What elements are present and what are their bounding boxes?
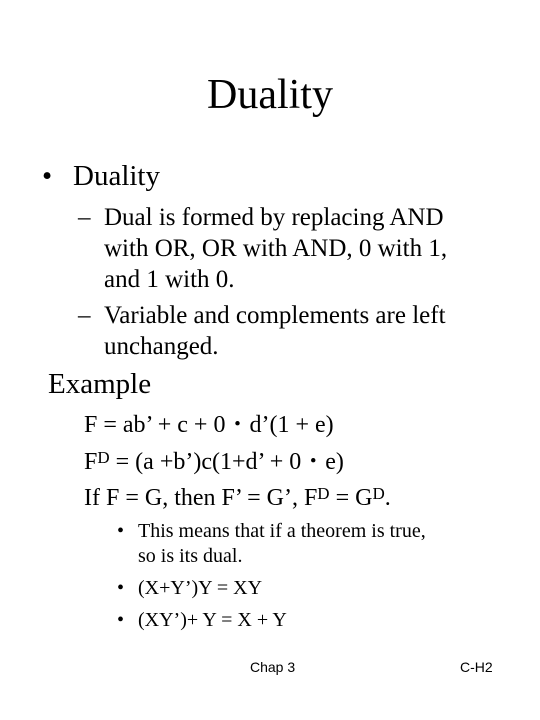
formula-3-superscript-1: D — [317, 484, 330, 503]
slide-title: Duality — [207, 72, 333, 118]
sub-bullet-1-line-2: so is its dual. — [138, 545, 243, 567]
bullet-glyph: • — [117, 520, 125, 542]
dash-item-1 — [78, 202, 444, 233]
formula-2-rest: = (a +b’)c(1+d’ + 0・e) — [109, 449, 344, 475]
sub-bullet-2 — [117, 576, 262, 601]
dash-glyph: – — [78, 204, 91, 231]
formula-2-superscript: D — [97, 448, 110, 467]
sub-bullet-3-text: (XY’)+ Y = X + Y — [138, 609, 287, 631]
sub-bullet-3 — [117, 608, 287, 633]
formula-3-part-1: If F = G, then F’ = G’, F — [84, 485, 318, 511]
dash-item-1-line-2: with OR, OR with AND, 0 with 1, — [104, 235, 448, 262]
formula-3 — [84, 483, 391, 513]
bullet-glyph: • — [117, 609, 125, 631]
dash-item-2 — [78, 300, 446, 331]
dash-item-1-line-1: Dual is formed by replacing AND — [104, 204, 444, 231]
dash-item-1-line-3: and 1 with 0. — [104, 266, 235, 293]
bullet-glyph: • — [117, 577, 125, 599]
sub-bullet-2-text: (X+Y’)Y = XY — [138, 577, 263, 599]
formula-3-part-3: . — [384, 485, 391, 511]
example-heading: Example — [48, 368, 152, 400]
formula-2 — [84, 447, 344, 477]
formula-2-prefix: F — [84, 449, 98, 475]
main-bullet-text: Duality — [73, 160, 160, 192]
sub-bullet-1 — [117, 519, 426, 544]
formula-3-part-2: = G — [329, 485, 373, 511]
dash-item-2-line-2: unchanged. — [104, 333, 219, 360]
dash-item-2-line-1: Variable and complements are left — [104, 302, 446, 329]
main-bullet — [42, 158, 160, 194]
dash-glyph: – — [78, 302, 91, 329]
footer-chapter: Chap 3 — [250, 659, 296, 675]
sub-bullet-1-line-1: This means that if a theorem is true, — [138, 520, 426, 542]
bullet-glyph: • — [42, 160, 53, 192]
formula-3-superscript-2: D — [372, 484, 385, 503]
formula-1: F = ab’ + c + 0・d’(1 + e) — [84, 412, 334, 438]
footer-page-id: C-H2 — [460, 659, 493, 675]
